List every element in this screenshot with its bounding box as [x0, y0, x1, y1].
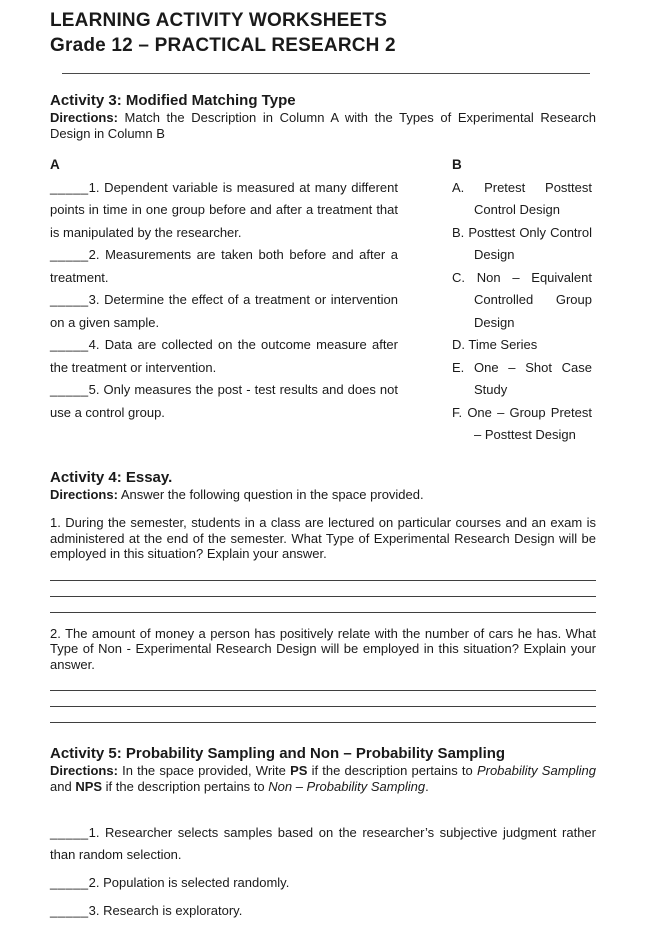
- sampling-item-text: 1. Researcher selects samples based on the researcher’s subjective judgment rather than random selection.: [50, 825, 596, 862]
- match-option-b: [452, 222, 592, 267]
- header-divider: [62, 73, 590, 74]
- match-item-a3: [50, 289, 398, 334]
- answer-blank: _____: [50, 382, 89, 397]
- option-text: Non – Equivalent Controlled Group Design: [474, 269, 592, 330]
- directions-label: Directions:: [50, 110, 118, 125]
- answer-lines-q1: [50, 565, 596, 613]
- option-text: Posttest Only Control Design: [468, 224, 592, 262]
- answer-lines-q2: [50, 675, 596, 723]
- column-a-header: A: [50, 157, 60, 172]
- matching-section: [50, 154, 596, 447]
- match-item-text: 1. Dependent variable is measured at many different points in time in one group before and after a treatment that is manipulated by the researcher.: [50, 179, 398, 240]
- sampling-item-text: 3. Research is exploratory.: [88, 903, 243, 918]
- match-item-text: 3. Determine the effect of a treatment or intervention on a given sample.: [50, 292, 398, 330]
- answer-blank: _____: [50, 903, 89, 918]
- option-letter: E.: [452, 359, 465, 375]
- option-text: One – Group Pretest – Posttest Design: [467, 404, 592, 442]
- page-title-line2: Grade 12 – PRACTICAL RESEARCH 2: [50, 35, 396, 56]
- directions-segment: and: [50, 778, 76, 794]
- activity4-directions: [50, 487, 596, 503]
- match-item-text: 2. Measurements are taken both before and after a treatment.: [50, 247, 398, 285]
- option-letter: F.: [452, 404, 463, 420]
- sampling-item-3: [50, 900, 596, 922]
- sampling-item-text: 2. Population is selected randomly.: [88, 875, 290, 890]
- option-text: Pretest Posttest Control Design: [474, 179, 592, 217]
- answer-line: [50, 707, 596, 723]
- page-title-line1: LEARNING ACTIVITY WORKSHEETS: [50, 10, 388, 31]
- answer-blank: _____: [50, 247, 89, 262]
- match-item-a4: [50, 334, 398, 379]
- ps-abbrev: PS: [290, 763, 308, 778]
- directions-label: Directions:: [50, 763, 118, 778]
- option-letter: A.: [452, 179, 465, 195]
- match-item-text: 4. Data are collected on the outcome measure after the treatment or intervention.: [50, 337, 398, 375]
- directions-label: Directions:: [50, 486, 118, 502]
- activity3-directions: [50, 110, 596, 141]
- answer-blank: _____: [50, 179, 89, 195]
- match-option-c: [452, 267, 592, 335]
- answer-blank: _____: [50, 292, 89, 307]
- probability-sampling-term: Probability Sampling: [476, 763, 596, 778]
- sampling-item-1: [50, 822, 596, 866]
- answer-blank: _____: [50, 825, 89, 840]
- matching-column-a: [50, 154, 398, 447]
- directions-segment: if the description pertains to: [102, 778, 269, 794]
- non-probability-sampling-term: Non – Probability Sampling: [268, 778, 426, 794]
- directions-text: Match the Description in Column A with the Types of Experimental Research Design in Column B: [50, 110, 596, 141]
- directions-segment: if the description pertains to: [307, 763, 477, 778]
- answer-blank: _____: [50, 337, 89, 352]
- answer-line: [50, 597, 596, 613]
- activity3-heading: Activity 3: Modified Matching Type: [50, 92, 296, 109]
- directions-text: Answer the following question in the space provided.: [120, 486, 424, 502]
- activity5-directions: [50, 763, 596, 794]
- match-item-a5: [50, 379, 398, 424]
- option-letter: D.: [452, 337, 465, 352]
- answer-blank: _____: [50, 875, 89, 890]
- match-item-a2: [50, 244, 398, 289]
- match-option-a: [452, 177, 592, 222]
- answer-line: [50, 691, 596, 707]
- activity5-heading: Activity 5: Probability Sampling and Non – Probability Sampling: [50, 745, 506, 762]
- matching-column-b: [452, 154, 592, 447]
- sampling-item-2: [50, 872, 596, 894]
- directions-segment: In the space provided, Write: [122, 763, 291, 778]
- activity4-heading: Activity 4: Essay.: [50, 468, 173, 486]
- option-text: One – Shot Case Study: [474, 359, 592, 397]
- essay-question-1: 1. During the semester, students in a class are lectured on particular courses and an exam is administered at the end of the semester. What Type of Experimental Research Design will be employed in this situation? Explain your answer.: [50, 515, 596, 561]
- match-option-f: [452, 402, 592, 447]
- option-letter: C.: [452, 269, 465, 285]
- match-item-text: 5. Only measures the post - test results and does not use a control group.: [50, 382, 398, 420]
- option-letter: B.: [452, 224, 465, 240]
- match-option-e: [452, 357, 592, 402]
- match-item-a1: [50, 177, 398, 245]
- essay-question-2: 2. The amount of money a person has positively relate with the number of cars he has. What Type of Non - Experimental Research Design will be employed in this situation? Explain your answer.: [50, 625, 596, 672]
- match-option-d: [452, 334, 592, 357]
- answer-line: [50, 565, 596, 581]
- answer-line: [50, 675, 596, 691]
- option-text: Time Series: [468, 337, 538, 352]
- nps-abbrev: NPS: [75, 778, 103, 794]
- directions-segment: .: [425, 778, 429, 794]
- column-b-header: B: [452, 157, 462, 172]
- answer-line: [50, 581, 596, 597]
